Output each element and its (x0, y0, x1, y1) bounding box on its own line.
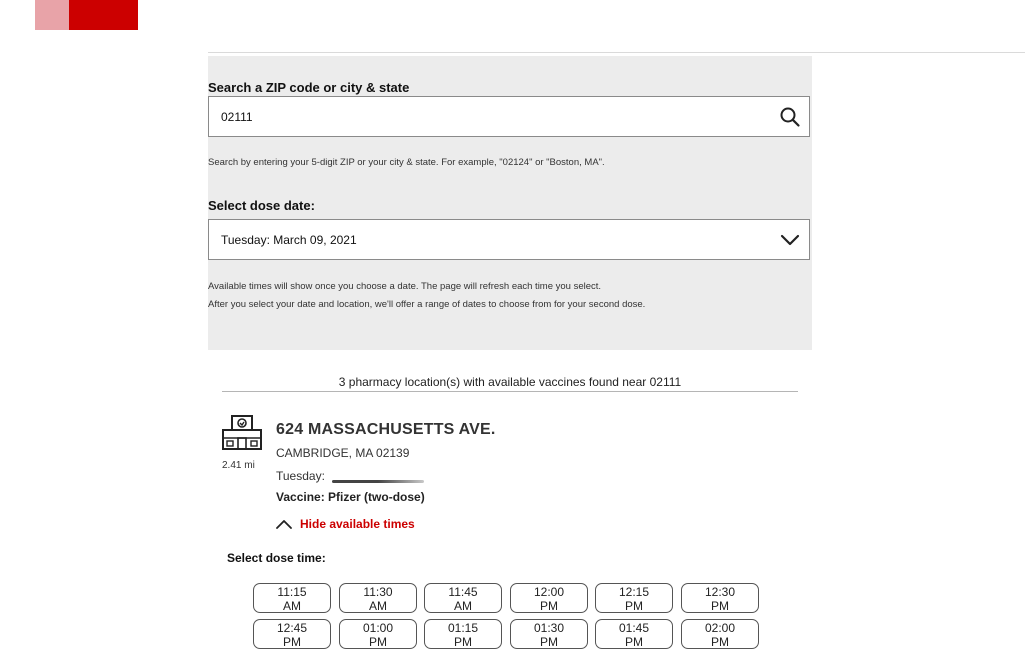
slot-time: 11:30 (363, 585, 393, 599)
slot-period: AM (454, 599, 472, 613)
search-label: Search a ZIP code or city & state (208, 80, 410, 95)
time-slot[interactable] (681, 583, 759, 613)
slot-time: 11:45 (448, 585, 478, 599)
slot-time: 01:45 (618, 621, 650, 635)
location-distance: 2.41 mi (222, 460, 255, 471)
time-slot[interactable] (339, 619, 417, 649)
dose-date-select[interactable] (208, 219, 810, 260)
slot-period: PM (540, 635, 558, 649)
time-slot[interactable] (595, 583, 673, 613)
brand-logo[interactable] (69, 0, 138, 30)
header-divider (208, 52, 1025, 53)
store-icon (222, 414, 262, 450)
slot-period: PM (369, 635, 387, 649)
time-slot[interactable] (253, 583, 331, 613)
location-day: Tuesday: (276, 469, 325, 483)
slot-time: 12:15 (618, 585, 650, 599)
slot-period: AM (369, 599, 387, 613)
slot-period: PM (283, 635, 301, 649)
brand-logo-light (35, 0, 69, 30)
dose-time-label: Select dose time: (227, 551, 326, 565)
slot-time: 02:00 (704, 621, 736, 635)
time-slot[interactable] (595, 619, 673, 649)
vaccine-type: Vaccine: Pfizer (two-dose) (276, 490, 425, 504)
dose-date-label: Select dose date: (208, 198, 315, 213)
results-divider (222, 391, 798, 392)
results-summary: 3 pharmacy location(s) with available vaccines found near 02111 (338, 375, 682, 389)
slot-period: PM (540, 599, 558, 613)
slot-time: 12:45 (276, 621, 308, 635)
dose-date-value: Tuesday: March 09, 2021 (221, 232, 357, 247)
slot-period: PM (454, 635, 472, 649)
redacted-date (332, 480, 424, 483)
time-slot[interactable] (681, 619, 759, 649)
slot-period: PM (711, 599, 729, 613)
search-help-text: Search by entering your 5-digit ZIP or your city & state. For example, "02124" or "Boston, MA". (208, 157, 605, 168)
search-icon[interactable] (779, 106, 801, 128)
slot-period: PM (625, 599, 643, 613)
dose-date-help-2: After you select your date and location, we'll offer a range of dates to choose from for your second dose. (208, 299, 646, 310)
slot-period: AM (283, 599, 301, 613)
search-input[interactable] (208, 96, 810, 137)
slot-period: PM (625, 635, 643, 649)
slot-time: 01:15 (447, 621, 479, 635)
time-slot[interactable] (424, 619, 502, 649)
hide-times-label: Hide available times (300, 517, 415, 531)
time-slot[interactable] (339, 583, 417, 613)
chevron-up-icon (276, 519, 292, 529)
time-slot[interactable] (424, 583, 502, 613)
location-city: CAMBRIDGE, MA 02139 (276, 446, 410, 460)
dose-date-help-1: Available times will show once you choose a date. The page will refresh each time you select. (208, 281, 602, 292)
slot-time: 01:00 (362, 621, 394, 635)
time-slot[interactable] (510, 619, 588, 649)
search-input-value: 02111 (221, 109, 253, 124)
slot-time: 11:15 (277, 585, 307, 599)
chevron-down-icon (779, 229, 801, 251)
slot-period: PM (711, 635, 729, 649)
location-address: 624 MASSACHUSETTS AVE. (276, 421, 496, 438)
time-slot[interactable] (510, 583, 588, 613)
slot-time: 12:30 (704, 585, 736, 599)
hide-times-link[interactable] (276, 517, 415, 531)
slot-time: 12:00 (533, 585, 565, 599)
slot-time: 01:30 (533, 621, 565, 635)
time-slot[interactable] (253, 619, 331, 649)
